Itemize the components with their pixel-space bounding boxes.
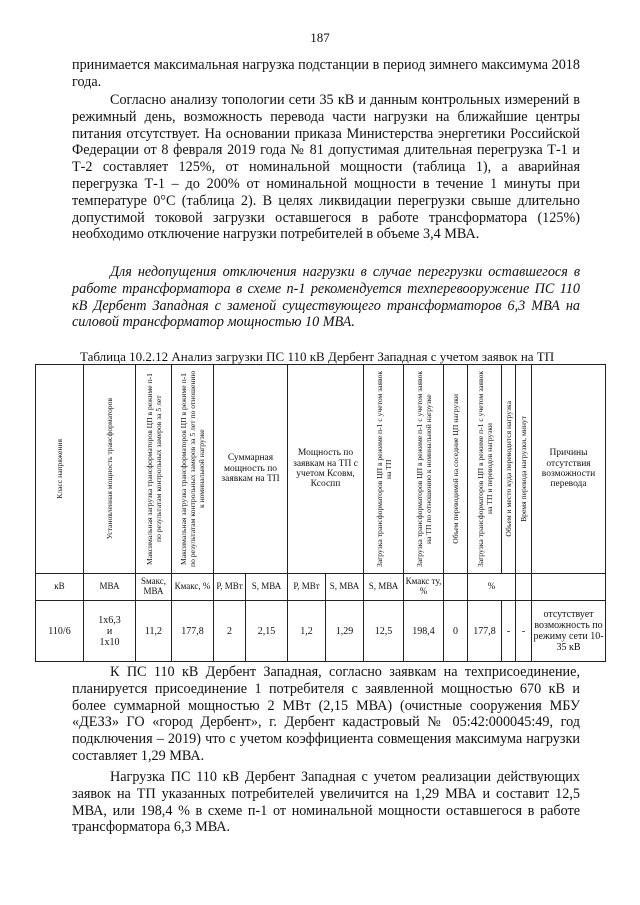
unit-max-load-5y: Sмакс, МВА bbox=[136, 574, 172, 601]
unit-load-k: Кмакс ту, % bbox=[404, 574, 444, 601]
table-row bbox=[36, 601, 606, 662]
cell-max-load-pct: 177,8 bbox=[172, 601, 214, 662]
cell-installed-power-line3: 1х10 bbox=[99, 636, 120, 648]
cell-transfer-time: - bbox=[516, 601, 532, 662]
paragraph-3: Для недопущения отключения нагрузки в случае перегрузки оставшегося в работе трансформатора в схеме п-1 рекомендуется техперевооружение ПС 110 кВ Дербент Западная с заменой существующего трансформаторов 6,3 МВА на силовой трансформатор мощностью 10 МВА. bbox=[72, 264, 580, 331]
unit-transfer-time bbox=[516, 574, 532, 601]
cell-voltage-class: 110/6 bbox=[36, 601, 84, 662]
unit-p-mw-2: Р, МВт bbox=[288, 574, 326, 601]
unit-s-mva-2: S, МВА bbox=[326, 574, 364, 601]
cell-reasons: отсутствует возможность по режиму сети 10-35 кВ bbox=[532, 601, 606, 662]
paragraph-2: Согласно анализу топологии сети 35 кВ и данным контрольных измерений в режимный день, возможность перевода части нагрузки на ближайшие центры питания отсутствует. На основании приказа Министерства энергетики Российской Федерации от 8 февраля 2019 года № 81 допустимая длительная перегрузка Т-1 и Т-2 составляет 125%, от номинальной мощности (таблица 1), а аварийная перегрузка Т-1 – до 200% от номинальной мощности в течение 1 минуты при температуре 0°С (таблица 2). В целях ликвидации перегрузки свыше длительно допустимой токовой загрузки оставшегося в работе трансформатора (125%) необходимо отключение нагрузки потребителей в объеме 3,4 МВА. bbox=[72, 92, 580, 243]
table-units-row bbox=[36, 574, 606, 601]
header-voltage-class: Класс напряжения bbox=[36, 365, 84, 574]
cell-s-mva: 2,15 bbox=[246, 601, 288, 662]
cell-load-after-transfer: 177,8 bbox=[468, 601, 502, 662]
page-number: 187 bbox=[310, 30, 330, 45]
table-header-row bbox=[36, 365, 606, 574]
paragraph-1: принимается максимальная нагрузка подстанции в период зимнего максимума 2018 года. bbox=[72, 57, 580, 90]
unit-reasons bbox=[532, 574, 606, 601]
header-reasons: Причины отсутствия возможности перевода bbox=[532, 365, 606, 574]
paragraph-5: Нагрузка ПС 110 кВ Дербент Западная с учетом реализации действующих заявок на ТП указанных потребителей увеличится на 1,29 МВА и составит 12,5 МВА, или 198,4 % в схеме п-1 от номинальной мощности оставшегося в работе трансформатора 6,3 МВА. bbox=[72, 769, 580, 836]
unit-voltage-class: кВ bbox=[36, 574, 84, 601]
cell-s-mva-2: 1,29 bbox=[326, 601, 364, 662]
cell-load-s: 12,5 bbox=[364, 601, 404, 662]
header-total-power: Суммарная мощность по заявкам на ТП bbox=[214, 365, 288, 574]
unit-max-load-pct: Кмакс, % bbox=[172, 574, 214, 601]
cell-max-load-5y: 11,2 bbox=[136, 601, 172, 662]
unit-p-mw: Р, МВт bbox=[214, 574, 246, 601]
table-caption: Таблица 10.2.12 Анализ загрузки ПС 110 кВ Дербент Западная с учетом заявок на ТП bbox=[80, 349, 555, 364]
header-load-n1-pct: Загрузка трансформаторов ЦП в режиме п-1 с учетом заявок на ТП по отношению к номинальной нагрузке bbox=[404, 365, 444, 574]
cell-load-k: 198,4 bbox=[404, 601, 444, 662]
header-max-load-5y: Максимальная загрузка трансформаторов ЦП в режиме п-1 по результатам контрольных замеров за 5 лет bbox=[136, 365, 172, 574]
unit-load-s: S, МВА bbox=[364, 574, 404, 601]
header-transfer-time: Время перевода нагрузки, минут bbox=[516, 365, 532, 574]
unit-pct: % bbox=[468, 574, 516, 601]
cell-p-mw: 2 bbox=[214, 601, 246, 662]
unit-s-mva: S, МВА bbox=[246, 574, 288, 601]
load-analysis-table bbox=[35, 364, 606, 662]
unit-transfer-volume bbox=[444, 574, 468, 601]
paragraph-4: К ПС 110 кВ Дербент Западная, согласно заявкам на техприсоединение, планируется присоединение 1 потребителя с заявленной мощностью 670 кВ и более суммарной мощностью 2 МВт (2,15 МВА) (очистные сооружения МБУ «ДЕЗЗ» ГО «город Дербент», г. Дербент кадастровый № 05:42:000045:49, год подключения – 2019) что с учетом коэффициента совмещения максимума нагрузки составляет 1,29 МВА. bbox=[72, 664, 580, 764]
header-load-n1: Загрузка трансформаторов ЦП в режиме п-1 с учетом заявок на ТП bbox=[364, 365, 404, 574]
header-load-after-transfer: Загрузка трансформаторов ЦП в режиме п-1 с учетом заявок на ТП и переводов нагрузки bbox=[468, 365, 502, 574]
header-transfer-place: Объем и место куда переводится нагрузка bbox=[502, 365, 516, 574]
header-installed-power: Установленная мощность трансформаторов bbox=[84, 365, 136, 574]
unit-installed-power: МВА bbox=[84, 574, 136, 601]
cell-installed-power bbox=[84, 601, 136, 662]
header-transfer-volume: Объем переводимой на соседние ЦП нагрузки bbox=[444, 365, 468, 574]
header-max-load-pct: Максимальная загрузка трансформаторов ЦП в режиме п-1 по результатам контрольных замеров за 5 лет по отношению к номинальной нагрузке bbox=[172, 365, 214, 574]
cell-transfer-place: - bbox=[502, 601, 516, 662]
header-power-with-k: Мощность по заявкам на ТП с учетом Ксовм, Ксоспп bbox=[288, 365, 364, 574]
cell-transfer-volume: 0 bbox=[444, 601, 468, 662]
cell-p-mw-2: 1,2 bbox=[288, 601, 326, 662]
cell-installed-power-line2: и bbox=[106, 625, 113, 637]
cell-installed-power-line1: 1х6,3 bbox=[98, 614, 121, 626]
